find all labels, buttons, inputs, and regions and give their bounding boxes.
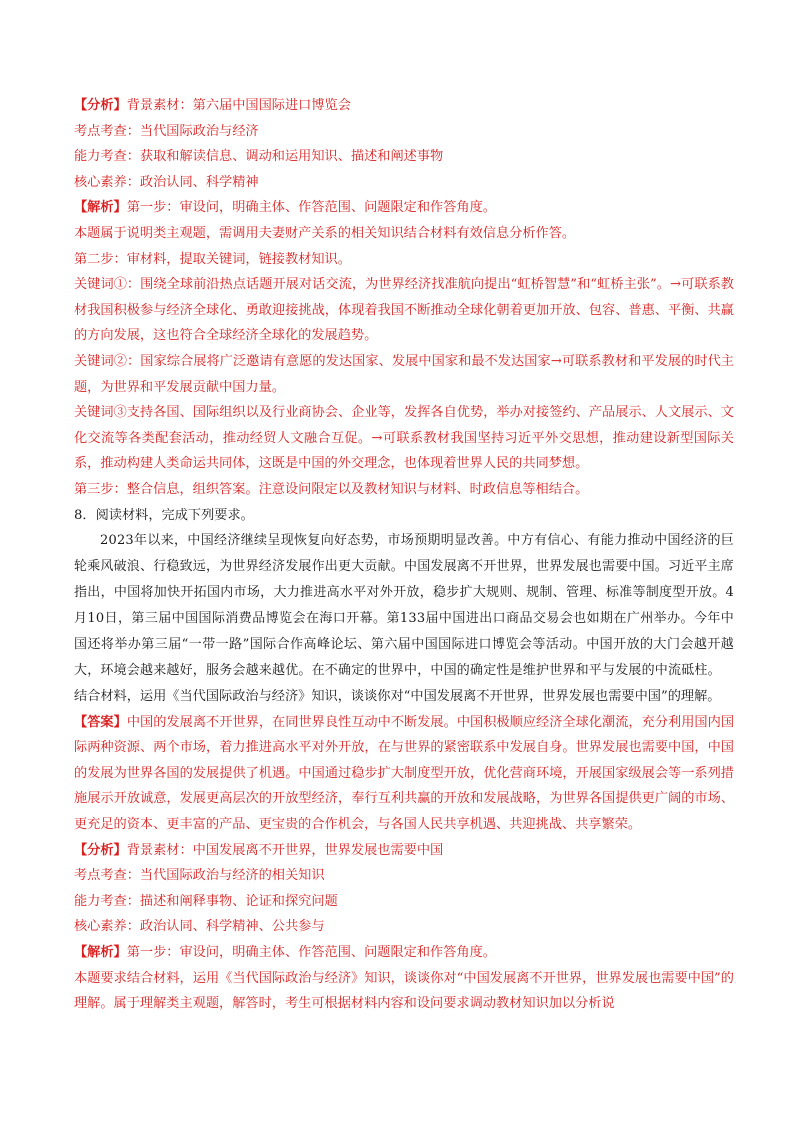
analysis-tag: 【分析】 xyxy=(74,98,127,113)
jiexi-line-1 xyxy=(74,195,734,221)
jiexi-step1-2: 第一步：审设问，明确主体、作答范围、问题限定和作答角度。 xyxy=(126,945,496,961)
keyword-3-paragraph: 关键词③支持各国、国际组织以及行业商协会、企业等，发挥各自优势，举办对接签约、产品展示、人文展示、文化交流等各类配套活动，推动经贸人文融合互促。→可联系教材我国坚持习近平外交思想，推动建设新型国际关系，推动构建人类命运共同体，这既是中国的外交理念，也体现着世界人民的共同梦想。 xyxy=(74,405,734,472)
answer-text: 中国的发展离不开世界，在同世界良性互动中不断发展。中国积极顺应经济全球化潮流，充分利用国内国际两种资源、两个市场，着力推进高水平对外开放，在与世界的紧密联系中发展自身。世界发展也需要中国，中国的发展为世界各国的发展提供了机遇。中国通过稳步扩大制度型开放，优化营商环境，开展国家级展会等一系列措施展示开放诚意，发展更高层次的开放型经济，奉行互利共赢的开放和发展战略，为世界各国提供更广阔的市场、更充足的资本、更丰富的产品、更宝贵的合作机会，与各国人民共享机遇、共迎挑战、共享繁荣。 xyxy=(74,714,735,833)
keyword-1-paragraph: 关键词①：围绕全球前沿热点话题开展对话交流，为世界经济找准航向提出“虹桥智慧”和“虹桥主张”。→可联系教材我国积极参与经济全球化、勇敢迎接挑战，体现着我国不断推动全球化朝着更加开放、包容、普惠、平衡、共赢的方向发展，这也符合全球经济全球化的发展趋势。 xyxy=(74,277,734,344)
jiexi-body-2: 本题要求结合材料，运用《当代国际政治与经济》知识，谈谈你对“中国发展离不开世界，世界发展也需要中国”的理解。属于理解类主观题，解答时，考生可根据材料内容和设问要求调动教材知识加以分析说 xyxy=(74,970,734,1012)
answer-tag: 【答案】 xyxy=(74,714,127,730)
question-8-title: 8．阅读材料，完成下列要求。 xyxy=(74,507,254,523)
kaodian-line-1: 考点考查：当代国际政治与经济 xyxy=(74,123,259,139)
step2-line: 第二步：审材料，提取关键词，链接教材知识。 xyxy=(74,251,351,267)
analysis-line-1 xyxy=(74,93,734,119)
nengli-line-1: 能力考查：获取和解读信息、调动和运用知识、描述和阐述事物 xyxy=(74,149,444,165)
jiexi-tag: 【解析】 xyxy=(74,200,127,216)
kaodian-line-2: 考点考查：当代国际政治与经济的相关知识 xyxy=(74,868,325,884)
analysis-background-2: 背景素材：中国发展离不开世界，世界发展也需要中国 xyxy=(126,842,444,858)
jiexi-step1: 第一步：审设问，明确主体、作答范围、问题限定和作答角度。 xyxy=(126,200,496,216)
jiexi-tag-2: 【解析】 xyxy=(74,945,127,961)
suyang-line-2: 核心素养：政治认同、科学精神、公共参与 xyxy=(74,919,325,935)
analysis-line-2 xyxy=(74,838,734,864)
nengli-line-2: 能力考查：描述和阐释事物、论证和探究问题 xyxy=(74,893,338,909)
keyword-2-paragraph: 关键词②：国家综合展将广泛邀请有意愿的发达国家、发展中国家和最不发达国家→可联系教材和平发展的时代主题，为世界和平发展贡献中国力量。 xyxy=(74,353,734,395)
answer-paragraph xyxy=(74,710,734,838)
step3-line: 第三步：整合信息，组织答案。注意设问限定以及教材知识与材料、时政信息等相结合。 xyxy=(74,481,589,497)
document-page xyxy=(74,93,734,1017)
analysis-tag-2: 【分析】 xyxy=(74,842,127,858)
jiexi-type-line: 本题属于说明类主观题，需调用夫妻财产关系的相关知识结合材料有效信息分析作答。 xyxy=(74,225,576,241)
suyang-line-1: 核心素养：政治认同、科学精神 xyxy=(74,174,259,190)
question-8-prompt: 结合材料，运用《当代国际政治与经济》知识，谈谈你对“中国发展离不开世界，世界发展也需要中国”的理解。 xyxy=(74,689,721,705)
jiexi-line-2 xyxy=(74,940,734,966)
question-8-material: 2023年以来，中国经济继续呈现恢复向好态势，市场预期明显改善。中方有信心、有能力推动中国经济的巨轮乘风破浪、行稳致远，为世界经济发展作出更大贡献。中国发展离不开世界，世界发展也需要中国。习近平主席指出，中国将加快开拓国内市场，大力推进高水平对外开放，稳步扩大规则、规制、管理、标准等制度型开放。4月10日，第三届中国国际消费品博览会在海口开幕。第133届中国进出口商品交易会也如期在广州举办。今年中国还将举办第三届“一带一路”国际合作高峰论坛、第六届中国国际进口博览会等活动。中国开放的大门会越开越大，环境会越来越好，服务会越来越优。在不确定的世界中，中国的确定性是维护世界和平与发展的中流砥柱。 xyxy=(74,533,735,679)
analysis-background: 背景素材：第六届中国国际进口博览会 xyxy=(126,98,351,113)
